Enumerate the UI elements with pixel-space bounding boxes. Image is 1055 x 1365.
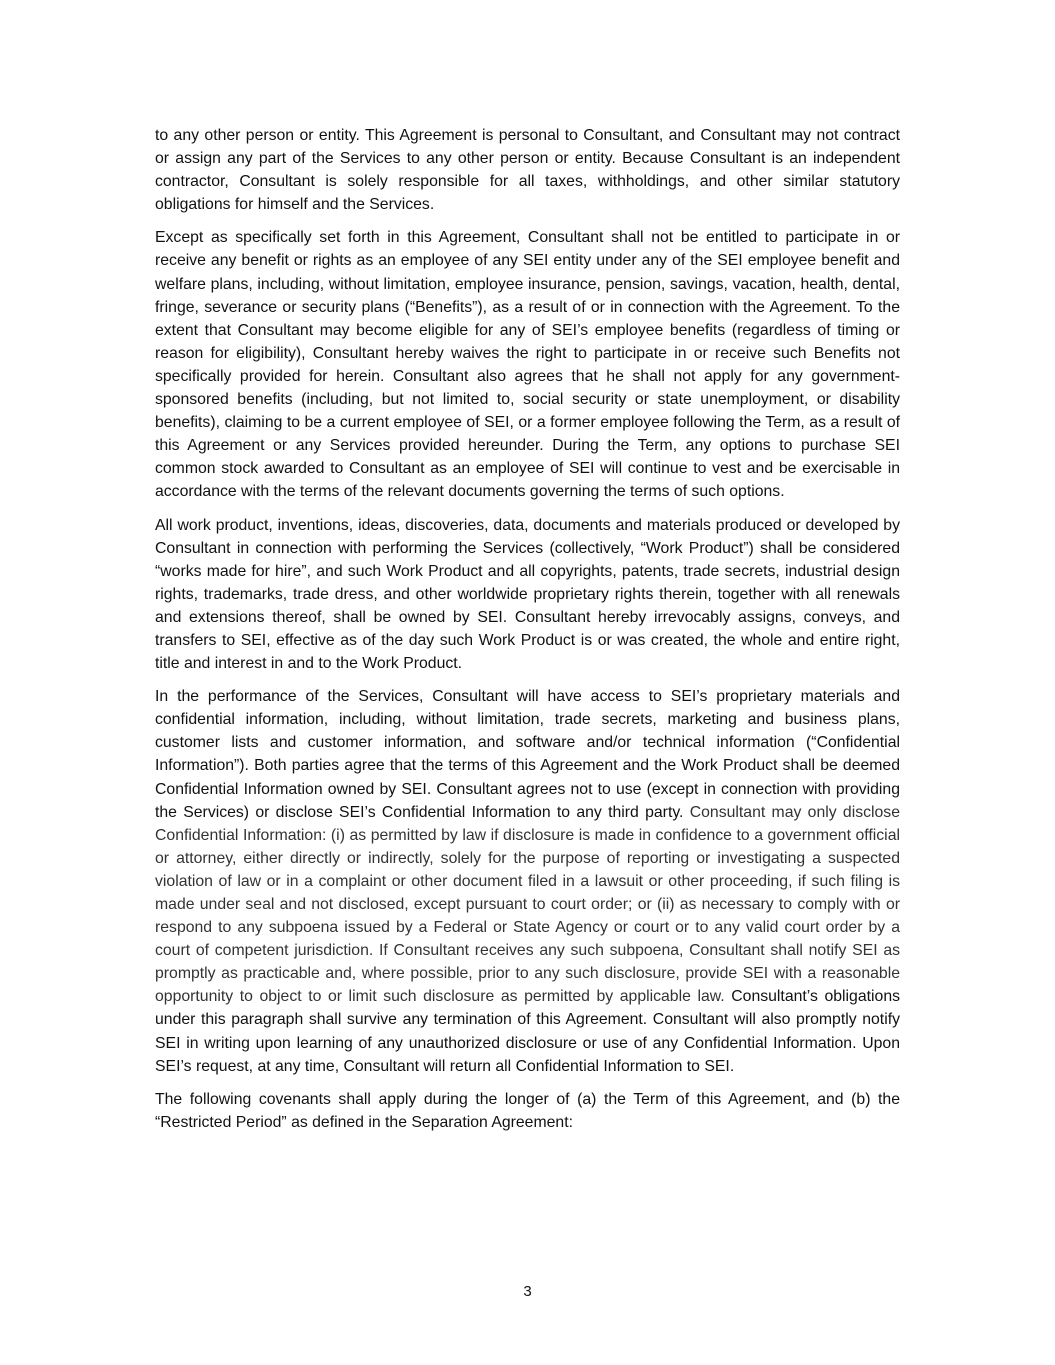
paragraph-work-product: [155, 514, 900, 676]
paragraph-benefits-waiver: [155, 226, 900, 503]
paragraph-text: The following covenants shall apply during the longer of (a) the Term of this Agreement, and (b) the “Restricted Period” as defined in the Separation Agreement:: [155, 1090, 900, 1131]
paragraph-text: All work product, inventions, ideas, discoveries, data, documents and materials produced or developed by Consultant in connection with performing the Services (collectively, “Work Product”) shall be considered “works made for hire”, and such Work Product and all copyrights, patents, trade secrets, industrial design rights, trademarks, trade dress, and other worldwide proprietary rights therein, together with all renewals and extensions thereof, shall be owned by SEI. Consultant hereby irrevocably assigns, conveys, and transfers to SEI, effective as of the day such Work Product is or was created, the whole and entire right, title and interest in and to the Work Product.: [155, 516, 900, 673]
paragraph-text-part-c: Consultant’s obligations under this paragraph shall survive any termination of this Agreement. Consultant will also promptly notify SEI in writing upon learning of any unauthorized disclosure or use of any Confidential Information. Upon SEI’s request, at any time, Consultant will return all Confidential Information to SEI.: [155, 988, 900, 1075]
paragraph-text-part-a: In the performance of the Services, Consultant will have access to SEI’s proprietary materials and confidential information, including, without limitation, trade secrets, marketing and business plans, customer lists and customer information, and software and/or technical information (“Confidential Information”). Both parties agree that the terms of this Agreement and the Work Product shall be deemed Confidential Information owned by SEI. Consultant agrees not to use (except in connection with providing the Services) or disclose SEI’s Confidential Information to any third party.: [155, 688, 900, 821]
paragraph-confidential-information: [155, 685, 900, 1078]
paragraph-text: Except as specifically set forth in this Agreement, Consultant shall not be entitled to participate in or receive any benefit or rights as an employee of any SEI entity under any of the SEI employee benefit and welfare plans, including, without limitation, employee insurance, pension, savings, vacation, health, dental, fringe, severance or security plans (“Benefits”), as a result of or in connection with the Agreement. To the extent that Consultant may become eligible for any of SEI’s employee benefits (regardless of timing or reason for eligibility), Consultant hereby waives the right to participate in or receive such Benefits not specifically provided for herein. Consultant also agrees that he shall not apply for any government-sponsored benefits (including, but not limited to, social security or state unemployment, or disability benefits), claiming to be a current employee of SEI, or a former employee following the Term, as a result of this Agreement or any Services provided hereunder. During the Term, any options to purchase SEI common stock awarded to Consultant as an employee of SEI will continue to vest and be exercisable in accordance with the terms of the relevant documents governing the terms of such options.: [155, 229, 900, 501]
paragraph-assignment-taxes: [155, 124, 900, 216]
document-body: [155, 124, 900, 1144]
page-number: 3: [523, 1283, 532, 1300]
paragraph-restrictive-covenants: [155, 1088, 900, 1134]
paragraph-text-permitted-disclosure: Consultant may only disclose Confidential Information: (i) as permitted by law if disclosure is made in confidence to a government official or attorney, either directly or indirectly, solely for the purpose of reporting or investigating a suspected violation of law or in a complaint or other document filed in a lawsuit or other proceeding, if such filing is made under seal and not disclosed, except pursuant to court order; or (ii) as necessary to comply with or respond to any subpoena issued by a Federal or State Agency or court or to any valid court order by a court of competent jurisdiction. If Consultant receives any such subpoena, Consultant shall notify SEI as promptly as practicable and, where possible, prior to any such disclosure, provide SEI with a reasonable opportunity to object to or limit such disclosure as permitted by applicable law.: [155, 803, 900, 1006]
paragraph-text: to any other person or entity. This Agreement is personal to Consultant, and Consultant may not contract or assign any part of the Services to any other person or entity. Because Consultant is an independent contractor, Consultant is solely responsible for all taxes, withholdings, and other similar statutory obligations for himself and the Services.: [155, 127, 900, 214]
